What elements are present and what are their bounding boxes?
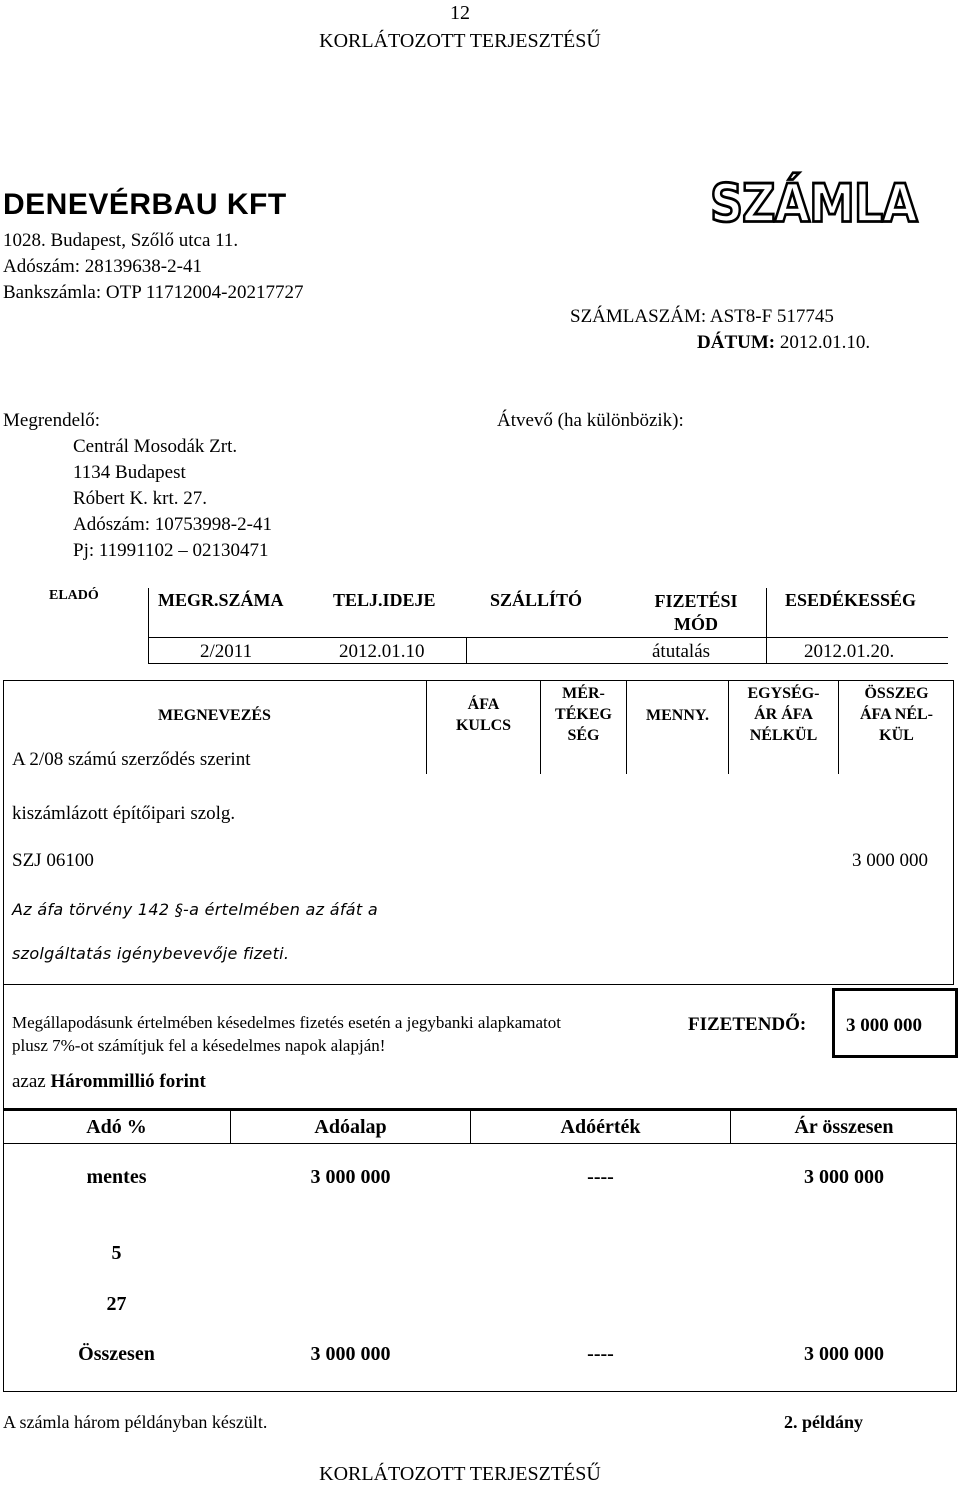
tax-row-tax: ---- bbox=[587, 1166, 614, 1188]
customer-street: Róbert K. krt. 27. bbox=[73, 488, 208, 509]
item-code: SZJ 06100 bbox=[12, 850, 94, 871]
seller-tax-number: Adószám: 28139638-2-41 bbox=[3, 256, 202, 277]
seller-name: DENEVÉRBAU KFT bbox=[3, 188, 287, 221]
item-description-line1: A 2/08 számú szerződés szerint bbox=[12, 749, 251, 770]
invoice-number-label: SZÁMLASZÁM: bbox=[570, 306, 707, 327]
customer-city: 1134 Budapest bbox=[73, 462, 186, 483]
item-note-line1: Az áfa törvény 142 §-a értelmében az áfát a bbox=[12, 900, 378, 919]
tax-header-gross: Ár összesen bbox=[794, 1116, 894, 1138]
payment-method-value: átutalás bbox=[652, 641, 711, 662]
header-unit-line2: TÉKEG bbox=[555, 706, 612, 723]
tax-row-gross: 3 000 000 bbox=[804, 1166, 884, 1188]
header-payment-method-line1: FIZETÉSI bbox=[654, 591, 738, 611]
header-seller: ELADÓ bbox=[49, 588, 99, 603]
tax-row-rate: Összesen bbox=[78, 1343, 155, 1365]
customer-pj: Pj: 11991102 – 02130471 bbox=[73, 540, 269, 561]
customer-name: Centrál Mosodák Zrt. bbox=[73, 436, 238, 457]
header-carrier: SZÁLLÍTÓ bbox=[490, 590, 583, 610]
header-total-line3: KÜL bbox=[879, 727, 914, 744]
header-total bbox=[839, 683, 954, 746]
header-unit-price-line3: NÉLKÜL bbox=[749, 727, 818, 744]
customer-tax-number: Adószám: 10753998-2-41 bbox=[73, 514, 272, 535]
delivery-date-value: 2012.01.10 bbox=[339, 641, 425, 662]
header-payment-method-line2: MÓD bbox=[674, 614, 718, 634]
copies-note: A számla három példányban készült. bbox=[3, 1412, 268, 1432]
tax-row-gross: 3 000 000 bbox=[804, 1343, 884, 1365]
header-unit bbox=[541, 683, 626, 746]
amount-in-words-prefix: azaz bbox=[12, 1071, 46, 1092]
header-total-line2: ÁFA NÉL- bbox=[859, 706, 934, 723]
tax-row-rate: 27 bbox=[106, 1293, 127, 1315]
amount-in-words bbox=[12, 1071, 206, 1093]
header-unit-price-line2: ÁR ÁFA bbox=[754, 706, 813, 723]
item-note-line2: szolgáltatás igénybevevője fizeti. bbox=[12, 944, 290, 963]
invoice-date bbox=[697, 332, 870, 354]
header-order-number: MEGR.SZÁMA bbox=[158, 590, 284, 610]
amount-in-words-value: Hárommillió forint bbox=[50, 1071, 206, 1092]
page-number: 12 bbox=[450, 2, 470, 24]
invoice-number-value: AST8-F 517745 bbox=[709, 306, 834, 327]
header-unit-line3: SÉG bbox=[567, 727, 600, 744]
header-due-date: ESEDÉKESSÉG bbox=[785, 590, 917, 610]
seller-bank-account: Bankszámla: OTP 11712004-20217727 bbox=[3, 282, 304, 303]
payment-terms-line1: Megállapodásunk értelmében késedelmes fizetés esetén a jegybanki alapkamatot bbox=[12, 1013, 561, 1032]
tax-header-base: Adóalap bbox=[314, 1116, 387, 1138]
tax-row-tax: ---- bbox=[587, 1343, 614, 1365]
item-description-line2: kiszámlázott építőipari szolg. bbox=[12, 803, 236, 824]
recipient-label: Átvevő (ha különbözik): bbox=[497, 410, 684, 431]
header-unit-line1: MÉR- bbox=[562, 685, 605, 702]
tax-row-rate: 5 bbox=[111, 1242, 122, 1264]
footer-distribution-notice: KORLÁTOZOTT TERJESZTÉSŰ bbox=[319, 1463, 601, 1485]
invoice-title: SZÁMLA bbox=[710, 172, 917, 235]
invoice-date-value: 2012.01.10. bbox=[779, 332, 871, 353]
payable-label: FIZETENDŐ: bbox=[688, 1014, 807, 1035]
header-vat-rate-line1: ÁFA bbox=[467, 696, 500, 713]
header-quantity: MENNY. bbox=[646, 707, 709, 724]
tax-row-rate: mentes bbox=[86, 1166, 147, 1188]
header-total-line1: ÖSSZEG bbox=[864, 685, 929, 702]
header-delivery-date: TELJ.IDEJE bbox=[333, 590, 436, 610]
header-unit-price bbox=[729, 683, 838, 746]
item-amount: 3 000 000 bbox=[852, 850, 928, 871]
header-unit-price-line1: EGYSÉG- bbox=[747, 685, 820, 702]
payable-value: 3 000 000 bbox=[846, 1015, 922, 1036]
payable-box bbox=[832, 988, 958, 1058]
tax-header-rate: Adó % bbox=[86, 1116, 147, 1138]
seller-address: 1028. Budapest, Szőlő utca 11. bbox=[3, 230, 239, 251]
due-date-value: 2012.01.20. bbox=[804, 641, 895, 662]
invoice-date-label: DÁTUM: bbox=[697, 332, 776, 353]
copy-number: 2. példány bbox=[784, 1412, 864, 1432]
tax-header-tax: Adóérték bbox=[560, 1116, 641, 1138]
header-vat-rate-line2: KULCS bbox=[455, 717, 512, 734]
header-vat-rate bbox=[427, 694, 540, 736]
payment-terms-line2: plusz 7%-ot számítjuk fel a késedelmes napok alapján! bbox=[12, 1036, 386, 1055]
header-payment-method bbox=[636, 590, 756, 636]
customer-label: Megrendelő: bbox=[3, 410, 101, 431]
header-description: MEGNEVEZÉS bbox=[158, 707, 271, 724]
header-distribution-notice: KORLÁTOZOTT TERJESZTÉSŰ bbox=[319, 30, 601, 52]
tax-row-base: 3 000 000 bbox=[310, 1166, 391, 1188]
order-number-value: 2/2011 bbox=[200, 641, 253, 662]
tax-row-base: 3 000 000 bbox=[310, 1343, 391, 1365]
invoice-number bbox=[570, 306, 834, 328]
